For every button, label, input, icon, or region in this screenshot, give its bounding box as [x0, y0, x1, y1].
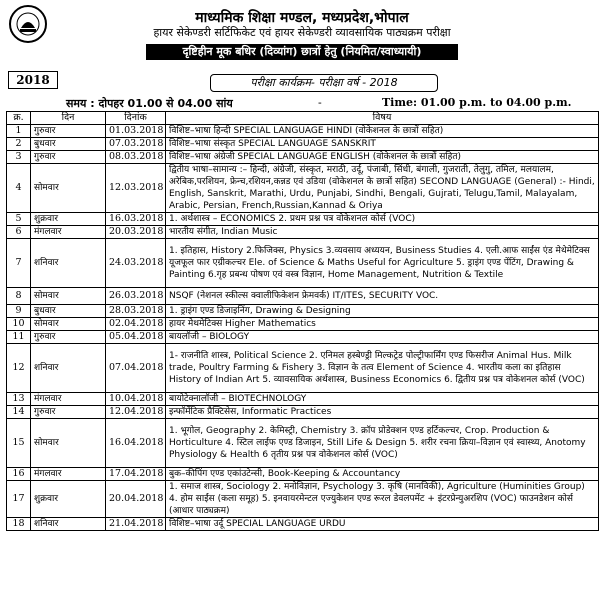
table-row	[7, 481, 599, 518]
table-row	[7, 318, 599, 331]
row-date: 12.03.2018	[106, 164, 166, 213]
table-row	[7, 518, 599, 531]
row-serial: 1	[7, 125, 31, 138]
table-body	[7, 125, 599, 531]
row-date: 21.04.2018	[106, 518, 166, 531]
table-row	[7, 406, 599, 419]
row-subject: बायलॉजी – BIOLOGY	[166, 331, 599, 344]
row-day: गुरुवार	[31, 331, 106, 344]
row-serial: 18	[7, 518, 31, 531]
table-row	[7, 288, 599, 305]
row-date: 28.03.2018	[106, 305, 166, 318]
row-serial: 12	[7, 344, 31, 393]
table-row	[7, 138, 599, 151]
row-day: बुधवार	[31, 305, 106, 318]
row-serial: 6	[7, 226, 31, 239]
table-row	[7, 213, 599, 226]
row-day: सोमवार	[31, 318, 106, 331]
table-row	[7, 164, 599, 213]
row-day: गुरुवार	[31, 406, 106, 419]
row-day: मंगलवार	[31, 393, 106, 406]
row-subject: 1. समाज शास्त्र, Sociology 2. मनोविज्ञान, Psychology 3. कृषि (मानविकी), Agriculture (Huminities Group) 4. होम साईंस (कला समूह) 5. इनवायरमेन्टल एज्युकेशन एण्ड रूरल डेवलपमेंट + इंटरप्रेन्युअरशिप (VOC) फाउनडेशन कोर्स (आधार पाठ्यक्रम)	[166, 481, 599, 518]
exam-schedule-table	[6, 111, 599, 531]
row-day: सोमवार	[31, 419, 106, 468]
row-date: 12.04.2018	[106, 406, 166, 419]
table-header-row	[7, 112, 599, 125]
row-date: 05.04.2018	[106, 331, 166, 344]
row-date: 26.03.2018	[106, 288, 166, 305]
row-serial: 10	[7, 318, 31, 331]
row-day: शनिवार	[31, 344, 106, 393]
row-subject: 1. अर्थशास्त्र – ECONOMICS 2. प्रथम प्रश्न पत्र वोकेशनल कोर्स (VOC)	[166, 213, 599, 226]
table-row	[7, 151, 599, 164]
category-band: दृष्टिहीन मूक बधिर (दिव्यांग) छात्रों हेतु (नियमित/स्वाध्यायी)	[146, 44, 458, 60]
row-subject: 1. ड्राइंग एण्ड डिजाइनिंग, Drawing & Designing	[166, 305, 599, 318]
row-date: 24.03.2018	[106, 239, 166, 288]
row-day: शनिवार	[31, 239, 106, 288]
row-subject: विशिष्ट–भाषा संस्कृत SPECIAL LANGUAGE SANSKRIT	[166, 138, 599, 151]
row-day: शनिवार	[31, 518, 106, 531]
time-separator: -	[318, 96, 322, 109]
row-subject: विशिष्ट–भाषा अंग्रेजी SPECIAL LANGUAGE ENGLISH (वोकेशनल के छात्रों सहित)	[166, 151, 599, 164]
table-row	[7, 305, 599, 318]
board-title: माध्यमिक शिक्षा मण्डल, मध्यप्रदेश,भोपाल	[195, 10, 409, 26]
time-english: Time: 01.00 p.m. to 04.00 p.m.	[382, 96, 572, 109]
row-serial: 7	[7, 239, 31, 288]
row-subject: NSQF (नेशनल स्कील्स क्वालीफिकेशन फ्रेमवर्क) IT/ITES, SECURITY VOC.	[166, 288, 599, 305]
row-serial: 16	[7, 468, 31, 481]
row-serial: 13	[7, 393, 31, 406]
row-date: 17.04.2018	[106, 468, 166, 481]
row-serial: 15	[7, 419, 31, 468]
row-serial: 9	[7, 305, 31, 318]
row-date: 16.03.2018	[106, 213, 166, 226]
row-day: शुक्रवार	[31, 481, 106, 518]
table-row	[7, 239, 599, 288]
row-subject: इन्फॉर्मेटिक प्रैक्टिसेस, Informatic Practices	[166, 406, 599, 419]
table-row	[7, 344, 599, 393]
row-subject: 1. भूगोल, Geography 2. केमिस्ट्री, Chemistry 3. क्रॉप प्रोडेक्शन एण्ड हर्टिकल्चर, Crop. Production & Horticulture 4. स्टिल लाईफ एण्ड डिजाइन, Still Life & Design 5. शरीर रचना क्रिया–विज्ञान एवं स्वास्थ्य, Anotomy Physiology & Health 6 तृतीय प्रश्न पत्र वोकेशनल कोर्स (VOC)	[166, 419, 599, 468]
row-date: 07.03.2018	[106, 138, 166, 151]
row-serial: 3	[7, 151, 31, 164]
table-row	[7, 393, 599, 406]
row-subject: 1- राजनीति शास्त्र, Political Science 2. एनिमल हस्बेण्ड्री मिल्कट्रेड पोल्ट्रीफार्मिंग एण्ड फिसरीज Animal Hus. Milk trade, Poultry Farming & Fishery 3. विज्ञान के तत्व Element of Science 4. भारतीय कला का इतिहास History of Indian Art 5. व्यावसायिक अर्थशास्त्र, Business Economics 6. द्वितीय प्रश्न पत्र वोकेशनल कोर्स (VOC)	[166, 344, 599, 393]
table-row	[7, 125, 599, 138]
row-day: मंगलवार	[31, 226, 106, 239]
row-date: 01.03.2018	[106, 125, 166, 138]
row-date: 08.03.2018	[106, 151, 166, 164]
program-title: परीक्षा कार्यक्रम- परीक्षा वर्ष - 2018	[210, 74, 438, 92]
row-subject: 1. इतिहास, History 2.फिजिक्स, Physics 3.व्यवसाय अध्ययन, Business Studies 4. एली.आफ साईंस एंड मेथेमेटिक्स यूजफूल फार एग्रीकल्चर Ele. of Science & Maths Useful for Agriculture 5. ड्राइंग एण्ड पेंटिंग, Drawing & Painting 6.गृह प्रबन्ध पोषण एवं वस्त्र विज्ञान, Home Management, Nutrition & Textile	[166, 239, 599, 288]
row-serial: 2	[7, 138, 31, 151]
row-day: बुधवार	[31, 138, 106, 151]
header-day: दिन	[31, 112, 106, 125]
year-box: 2018	[8, 71, 58, 89]
row-subject: हायर मेथमेटिक्स Higher Mathematics	[166, 318, 599, 331]
row-subject: बुक–कीपिंग एण्ड एकांउटेन्सी, Book-Keeping & Accountancy	[166, 468, 599, 481]
row-subject: द्वितीय भाषा–सामान्य :– हिन्दी, अंग्रेजी, संस्कृत, मराठी, उर्दू, पंजाबी, सिंधी, बंगाली, गुजराती, तेलुगु, तमिल, मलयालम, अरेबिक,परशियन, फ्रेन्च,रशियन,कन्नड एवं उडिया (वोकेशनल के छात्रों सहित) SECOND LANGUAGE (General) :- Hindi, English, Sanskrit, Marathi, Urdu, Punjabi, Sindhi, Bengali, Gujrati, Telugu,Tamil, Malayalam, Arabic, Persian, French,Russian,Kannad & Oriya	[166, 164, 599, 213]
table-row	[7, 419, 599, 468]
row-day: मंगलवार	[31, 468, 106, 481]
row-date: 10.04.2018	[106, 393, 166, 406]
row-day: गुरुवार	[31, 151, 106, 164]
header-subject: विषय	[166, 112, 599, 125]
row-subject: विशिष्ट–भाषा हिन्दी SPECIAL LANGUAGE HINDI (वोकेशनल के छात्रों सहित)	[166, 125, 599, 138]
row-day: सोमवार	[31, 164, 106, 213]
row-subject: विशिष्ट–भाषा उर्दू SPECIAL LANGUAGE URDU	[166, 518, 599, 531]
header-date: दिनांक	[106, 112, 166, 125]
table-row	[7, 226, 599, 239]
row-day: शुक्रवार	[31, 213, 106, 226]
row-day: गुरुवार	[31, 125, 106, 138]
row-serial: 17	[7, 481, 31, 518]
row-serial: 4	[7, 164, 31, 213]
row-date: 20.04.2018	[106, 481, 166, 518]
table-row	[7, 468, 599, 481]
row-date: 16.04.2018	[106, 419, 166, 468]
row-date: 02.04.2018	[106, 318, 166, 331]
time-hindi: समय : दोपहर 01.00 से 04.00 सांय	[66, 97, 233, 110]
row-serial: 8	[7, 288, 31, 305]
row-serial: 5	[7, 213, 31, 226]
row-subject: भारतीय संगीत, Indian Music	[166, 226, 599, 239]
row-serial: 11	[7, 331, 31, 344]
row-date: 20.03.2018	[106, 226, 166, 239]
row-day: सोमवार	[31, 288, 106, 305]
row-subject: बायोटेक्नालॉजी – BIOTECHNOLOGY	[166, 393, 599, 406]
table-row	[7, 331, 599, 344]
row-serial: 14	[7, 406, 31, 419]
row-date: 07.04.2018	[106, 344, 166, 393]
header-serial: क्र.	[7, 112, 31, 125]
exam-subtitle: हायर सेकेण्डरी सर्टिफिकेट एवं हायर सेकेण्डरी व्यावसायिक पाठ्यक्रम परीक्षा	[153, 26, 451, 39]
